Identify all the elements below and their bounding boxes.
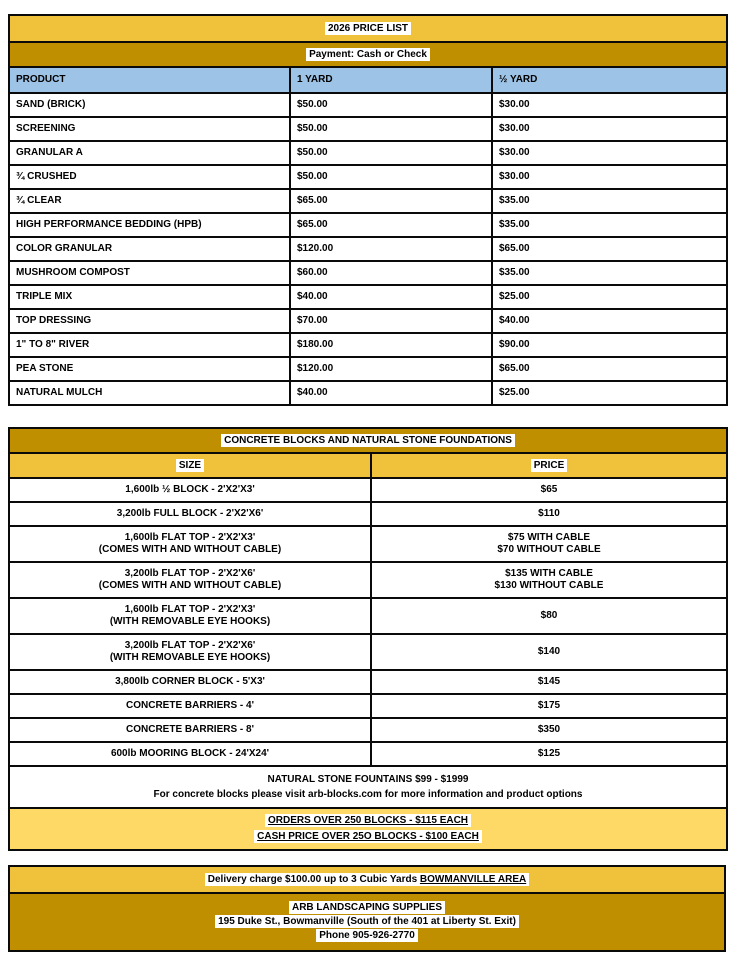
product-cell: PEA STONE [9,357,290,381]
size-line: 3,200lb FULL BLOCK - 2'X2'X6' [116,508,264,519]
company-name: ARB LANDSCAPING SUPPLIES [289,901,445,914]
size-line: (COMES WITH AND WITHOUT CABLE) [98,544,282,555]
product-cell: SCREENING [9,117,290,141]
table-row [9,562,727,598]
product-cell: TRIPLE MIX [9,285,290,309]
table-row [9,309,727,333]
price-line: $145 [537,676,561,687]
price-cell [371,526,727,562]
col-header-price: PRICE [371,453,727,478]
size-cell [9,598,371,634]
product-cell: 1" TO 8" RIVER [9,333,290,357]
size-cell [9,478,371,502]
price-table-body [9,93,727,405]
table-row [9,165,727,189]
col-header-product: PRODUCT [9,67,290,93]
size-cell [9,718,371,742]
price-cell [371,694,727,718]
half-yard-price-cell: $90.00 [492,333,727,357]
half-yard-price-cell: $35.00 [492,261,727,285]
half-yard-price-cell: $35.00 [492,189,727,213]
col-header-half-yard: ½ YARD [492,67,727,93]
col-header-one-yard: 1 YARD [290,67,492,93]
size-cell [9,634,371,670]
price-line: $75 WITH CABLE [507,532,591,543]
size-line: 1,600lb FLAT TOP - 2'X2'X3' [124,604,256,615]
blocks-table [8,427,728,851]
product-cell: HIGH PERFORMANCE BEDDING (HPB) [9,213,290,237]
size-cell [9,562,371,598]
price-cell [371,670,727,694]
one-yard-price-cell: $60.00 [290,261,492,285]
price-list-title: 2026 PRICE LIST [325,22,411,35]
table-row [9,333,727,357]
size-cell [9,502,371,526]
price-line: $130 WITHOUT CABLE [494,580,604,591]
product-cell: GRANULAR A [9,141,290,165]
blocks-title: CONCRETE BLOCKS AND NATURAL STONE FOUNDATIONS [221,434,515,447]
price-cell [371,502,727,526]
half-yard-price-cell: $30.00 [492,165,727,189]
product-cell: COLOR GRANULAR [9,237,290,261]
one-yard-price-cell: $65.00 [290,189,492,213]
table-row [9,526,727,562]
one-yard-price-cell: $70.00 [290,309,492,333]
blocks-title-cell [9,428,727,453]
bulk-order-line-2: CASH PRICE OVER 25O BLOCKS - $100 EACH [254,830,482,843]
half-yard-price-cell: $40.00 [492,309,727,333]
payment-label: Payment: Cash or Check [306,48,430,61]
bulk-order-line-1: ORDERS OVER 250 BLOCKS - $115 EACH [265,814,471,827]
delivery-area: BOWMANVILLE AREA [419,874,527,885]
one-yard-price-cell: $40.00 [290,285,492,309]
fountains-note-cell [9,766,727,808]
size-cell [9,670,371,694]
product-cell: SAND (BRICK) [9,93,290,117]
size-line: 3,200lb FLAT TOP - 2'X2'X6' [124,640,256,651]
table-row [9,670,727,694]
blocks-title-row [9,428,727,453]
price-line: $125 [537,748,561,759]
delivery-cell [9,866,725,893]
table-row [9,357,727,381]
price-line: $350 [537,724,561,735]
payment-row [9,42,727,67]
price-line: $110 [538,508,560,519]
blocks-website-note: For concrete blocks please visit arb-blocks.com for more information and product options [153,789,583,800]
table-row [9,93,727,117]
table-row [9,634,727,670]
col-header-size: SIZE [9,453,371,478]
table-row [9,189,727,213]
table-row [9,117,727,141]
half-yard-price-cell: $30.00 [492,141,727,165]
table-row [9,261,727,285]
price-cell [371,478,727,502]
bulk-order-row [9,808,727,850]
price-line: $80 [540,610,558,621]
size-line: 1,600lb ½ BLOCK - 2'X2'X3' [125,484,255,495]
price-line: $65 [540,484,558,495]
product-cell: ¾ CLEAR [9,189,290,213]
one-yard-price-cell: $180.00 [290,333,492,357]
table-row [9,718,727,742]
table-row [9,478,727,502]
table-row [9,213,727,237]
size-line: CONCRETE BARRIERS - 4' [126,700,254,711]
company-info-row [9,893,725,951]
half-yard-price-cell: $65.00 [492,357,727,381]
size-line: 3,800lb CORNER BLOCK - 5'X3' [115,676,265,687]
half-yard-price-cell: $25.00 [492,285,727,309]
price-header-row [9,67,727,93]
one-yard-price-cell: $65.00 [290,213,492,237]
table-row [9,285,727,309]
delivery-row [9,866,725,893]
size-line: CONCRETE BARRIERS - 8' [126,724,254,735]
fountains-note: NATURAL STONE FOUNTAINS $99 - $1999 [267,774,469,785]
price-line: $175 [537,700,561,711]
product-cell: NATURAL MULCH [9,381,290,405]
product-cell: TOP DRESSING [9,309,290,333]
price-line: $70 WITHOUT CABLE [497,544,601,555]
size-cell [9,526,371,562]
table-row [9,237,727,261]
product-cell: MUSHROOM COMPOST [9,261,290,285]
one-yard-price-cell: $50.00 [290,93,492,117]
footer-table [8,865,726,952]
fountains-note-row [9,766,727,808]
blocks-table-body [9,478,727,766]
table-row [9,598,727,634]
company-phone: Phone 905-926-2770 [316,929,418,942]
price-cell [371,598,727,634]
one-yard-price-cell: $50.00 [290,141,492,165]
size-line: (WITH REMOVABLE EYE HOOKS) [109,652,271,663]
table-row [9,502,727,526]
price-cell [371,742,727,766]
price-list-title-row [9,15,727,42]
company-info-cell [9,893,725,951]
table-row [9,381,727,405]
size-cell [9,742,371,766]
one-yard-price-cell: $50.00 [290,165,492,189]
size-line: (COMES WITH AND WITHOUT CABLE) [98,580,282,591]
one-yard-price-cell: $120.00 [290,357,492,381]
one-yard-price-cell: $40.00 [290,381,492,405]
half-yard-price-cell: $35.00 [492,213,727,237]
bulk-order-cell [9,808,727,850]
table-row [9,141,727,165]
size-line: 1,600lb FLAT TOP - 2'X2'X3' [124,532,256,543]
blocks-header-row [9,453,727,478]
size-line: (WITH REMOVABLE EYE HOOKS) [109,616,271,627]
half-yard-price-cell: $25.00 [492,381,727,405]
size-line: 600lb MOORING BLOCK - 24'X24' [110,748,270,759]
price-list-title-cell [9,15,727,42]
product-cell: ¾ CRUSHED [9,165,290,189]
half-yard-price-cell: $65.00 [492,237,727,261]
table-row [9,742,727,766]
price-cell [371,634,727,670]
payment-cell [9,42,727,67]
price-line: $140 [537,646,561,657]
size-cell [9,694,371,718]
company-address: 195 Duke St., Bowmanville (South of the 401 at Liberty St. Exit) [215,915,519,928]
price-list-table [8,14,728,406]
price-cell [371,562,727,598]
delivery-charge-text: Delivery charge $100.00 up to 3 Cubic Yards [207,874,418,885]
half-yard-price-cell: $30.00 [492,93,727,117]
half-yard-price-cell: $30.00 [492,117,727,141]
price-line: $135 WITH CABLE [505,568,593,579]
price-cell [371,718,727,742]
one-yard-price-cell: $50.00 [290,117,492,141]
one-yard-price-cell: $120.00 [290,237,492,261]
table-row [9,694,727,718]
size-line: 3,200lb FLAT TOP - 2'X2'X6' [124,568,256,579]
